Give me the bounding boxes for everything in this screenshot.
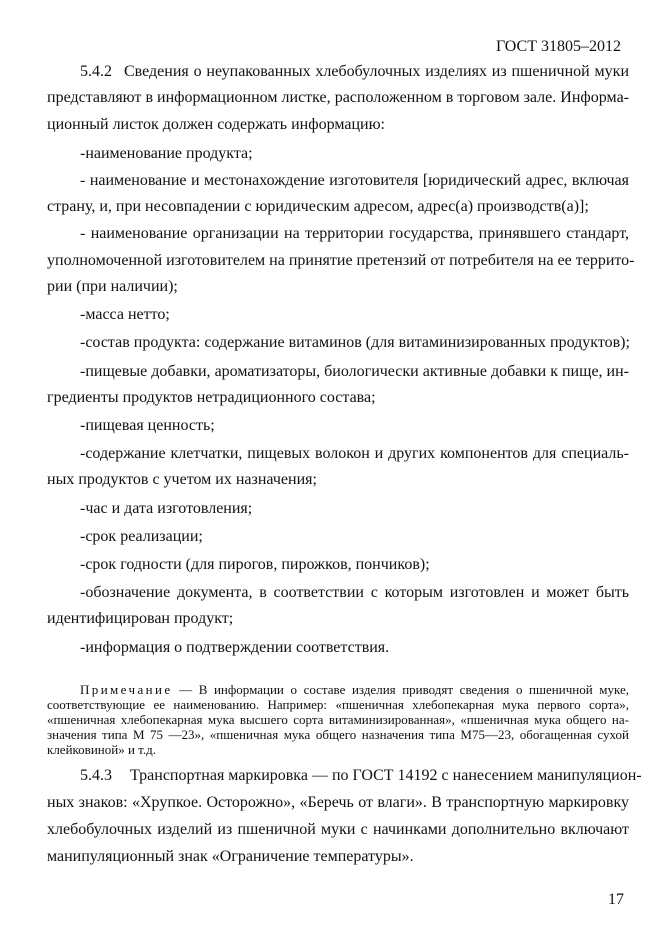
list-item: -обозначение документа, в соответствии с которым изготовлен и может быть (80, 584, 629, 601)
list-item: -час и дата изготовления; (80, 500, 253, 517)
list-item: -наименование продукта; (80, 145, 253, 162)
document-standard-number: ГОСТ 31805–2012 (495, 38, 621, 55)
section-5-4-2-line: представляют в информационном листке, расположенном в торговом зале. Информа- (47, 89, 629, 106)
list-item-continuation: страну, и, при несовпадении с юридическим адресом, адрес(а) производств(а)]; (47, 198, 589, 215)
section-5-4-2-line: ционный листок должен содержать информацию: (47, 116, 385, 133)
list-item: -состав продукта: содержание витаминов (для витаминизированных продуктов); (80, 334, 630, 351)
list-item: -срок реализации; (80, 528, 203, 545)
list-item-continuation: гредиенты продуктов нетрадиционного состава; (47, 389, 376, 406)
list-item: -пищевые добавки, ароматизаторы, биологически активные добавки к пище, ин- (80, 363, 629, 380)
note-line: соответствующие ее наименованию. Например: «пшеничная хлебопекарная мука первого сорта», (47, 697, 629, 712)
list-item-continuation: ных продуктов с учетом их назначения; (47, 471, 317, 488)
note-line: клейковиной» и т.д. (47, 742, 156, 757)
section-5-4-3-line: хлебобулочных изделий из пшеничной муки с начинками дополнительно включают (47, 821, 629, 838)
section-number-5-4-2: 5.4.2 (80, 63, 112, 80)
page-number: 17 (608, 891, 624, 908)
list-item: - наименование организации на территории государства, принявшего стандарт, (80, 225, 629, 242)
list-item-continuation: идентифицирован продукт; (47, 610, 234, 627)
list-item: -содержание клетчатки, пищевых волокон и других компонентов для специаль- (80, 445, 629, 462)
note-text: — В информации о составе изделия приводят сведения о пшеничной муке, (179, 682, 629, 697)
list-item-continuation: рии (при наличии); (47, 278, 178, 295)
note-line: значения типа М 75 —23», «пшеничная мука общего назначения типа М75—23, обогащенная сухой (47, 727, 629, 742)
section-5-4-3-line: ных знаков: «Хрупкое. Осторожно», «Беречь от влаги». В транспортную маркировку (47, 794, 629, 811)
note-label: Примечание (80, 682, 173, 697)
list-item: -пищевая ценность; (80, 417, 215, 434)
note-first-line (80, 682, 629, 697)
list-item-continuation: уполномоченной изготовителем на принятие претензий от потребителя на ее террито- (47, 252, 635, 269)
section-5-4-2-line: Сведения о неупакованных хлебобулочных изделиях из пшеничной муки (124, 63, 629, 80)
section-number-5-4-3: 5.4.3 (80, 767, 112, 784)
list-item: -срок годности (для пирогов, пирожков, пончиков); (80, 556, 430, 573)
list-item: - наименование и местонахождение изготовителя [юридический адрес, включая (80, 172, 629, 189)
list-item: -масса нетто; (80, 306, 170, 323)
note-line: «пшеничная хлебопекарная мука высшего сорта витаминизированная», «пшеничная мука общего на- (47, 712, 629, 727)
section-5-4-3-line: манипуляционный знак «Ограничение температуры». (47, 848, 414, 865)
list-item: -информация о подтверждении соответствия. (80, 639, 390, 656)
section-5-4-3-line: Транспортная маркировка — по ГОСТ 14192 с нанесением манипуляцион- (130, 767, 642, 784)
